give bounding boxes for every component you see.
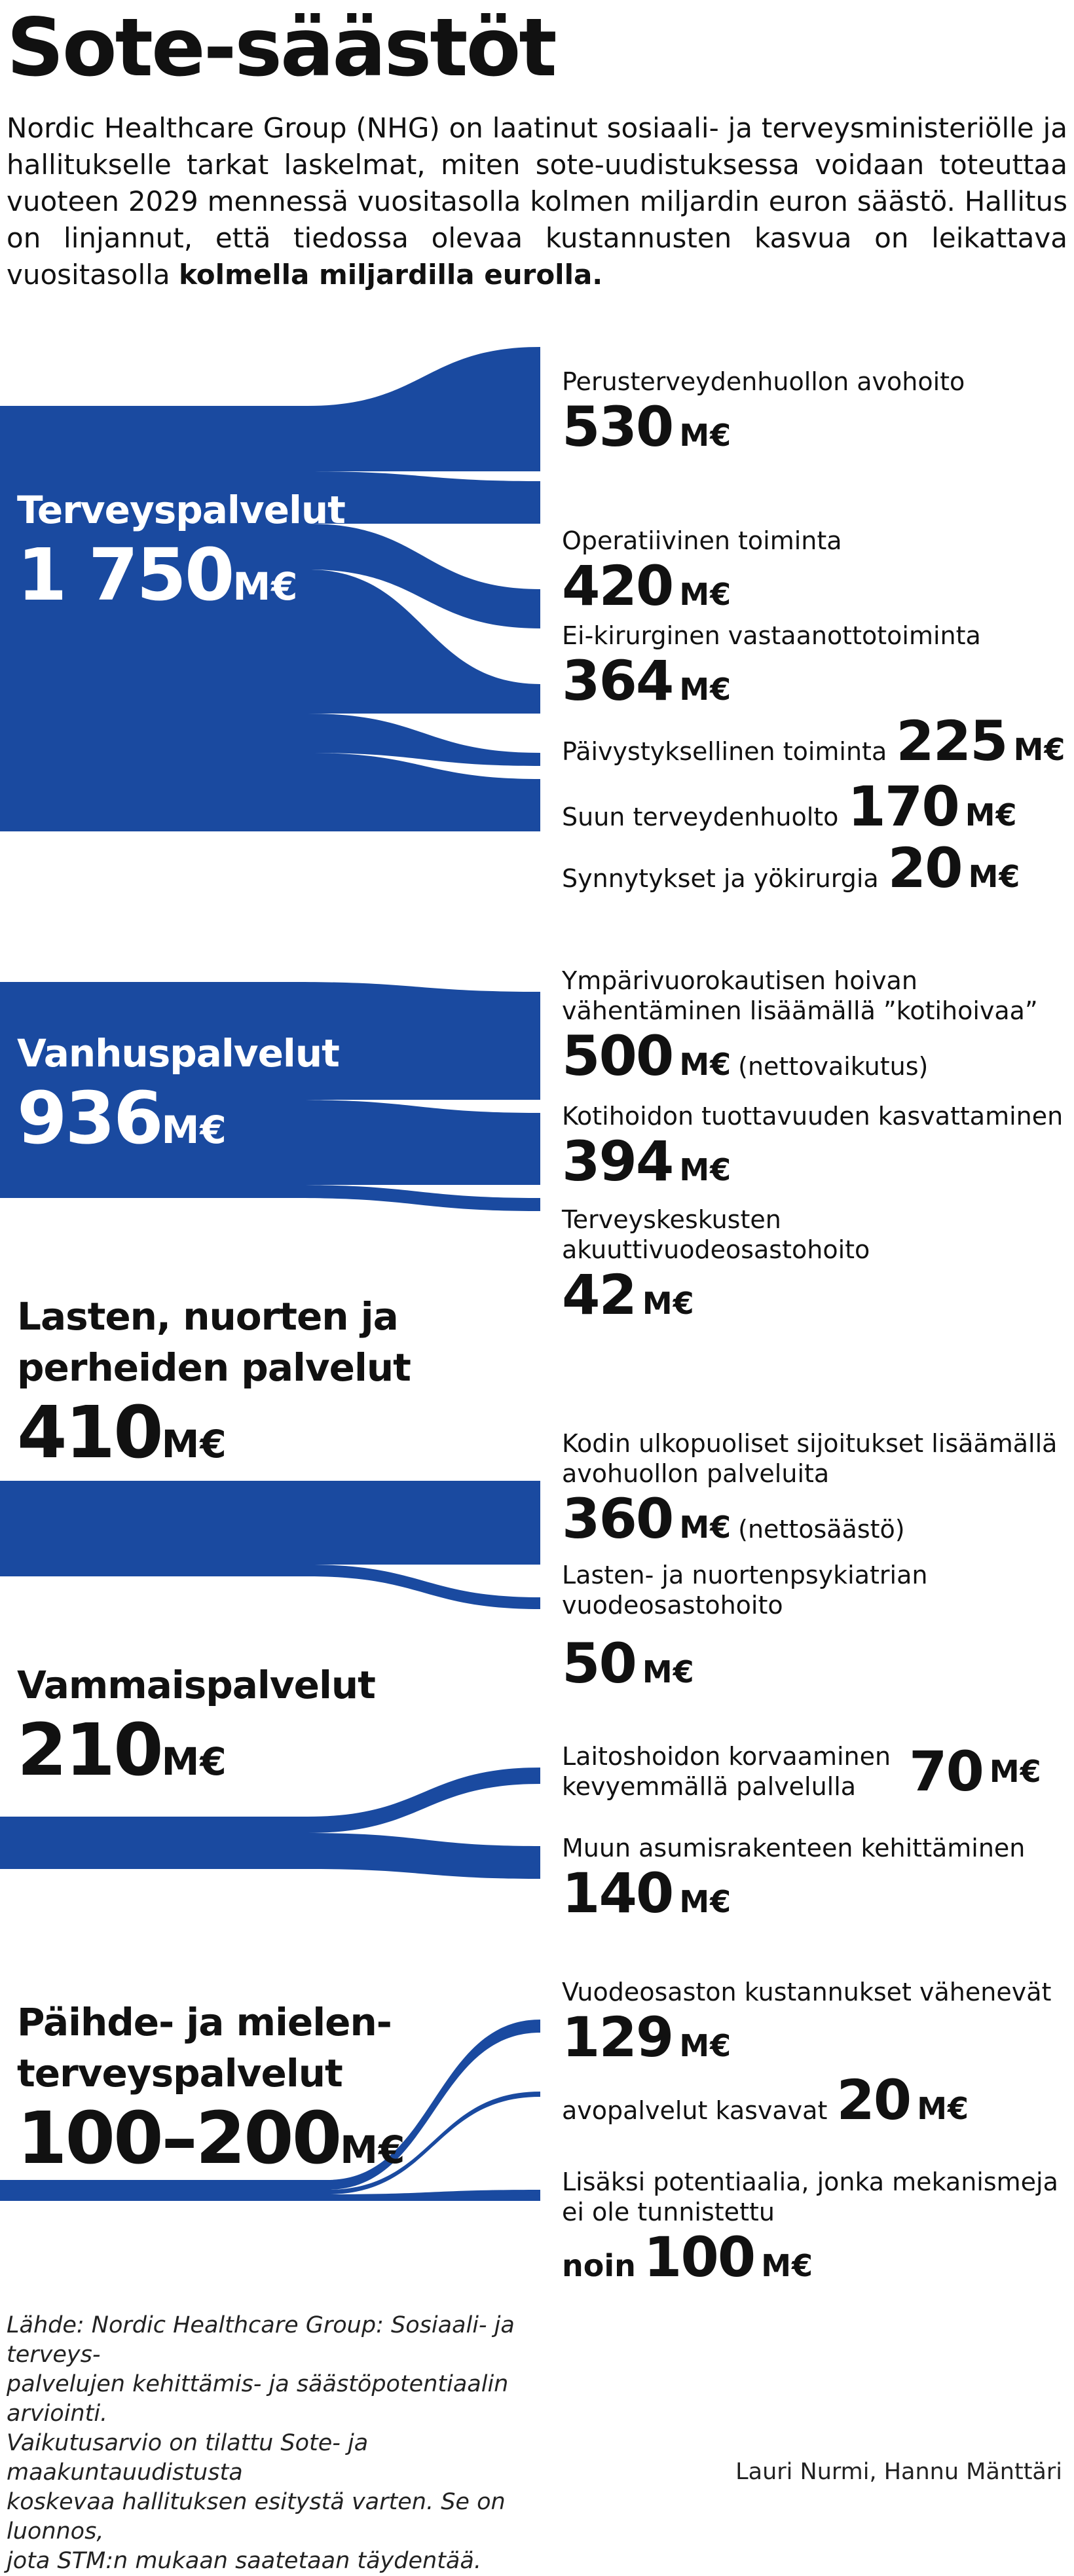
category-name: Vanhuspalvelut [17,1031,339,1076]
category-vammaispalvelut [17,1660,375,1801]
category-value: 410 [17,1390,162,1474]
item-perusterveydenhuolto [562,367,1073,457]
intro-bold: kolmella miljardilla eurolla. [178,259,603,291]
item-unit: M€ [965,797,1018,833]
item-label-line1: Lasten- ja nuortenpsykiatrian [562,1561,928,1589]
item-value: 20 [887,836,962,900]
item-value: 225 [896,709,1007,773]
category-vanhuspalvelut [17,1028,339,1169]
category-terveyspalvelut [17,484,345,626]
item-unit: M€ [679,577,732,612]
item-label: avopalvelut kasvavat [562,2096,828,2125]
category-name-line2: perheiden palvelut [17,1345,411,1390]
item-sijoitukset [562,1428,1073,1549]
item-label: Päivystyksellinen toiminta [562,737,887,766]
source-line: koskevaa hallituksen esitystä varten. Se on luonnos, [7,2489,506,2545]
flow-ribbon-paihde-2 [327,2190,540,2201]
item-label: Kotihoidon tuottavuuden kasvattaminen [562,1102,1064,1131]
flow-block-lasten [0,1481,308,1576]
intro-body: Nordic Healthcare Group (NHG) on laatinut sosiaali- ja terveysministeriölle ja hallitukselle tarkat laskelmat, miten sote-uudistuksessa voidaan toteuttaa vuoteen 2029 mennessä vuositasolla kolmen miljardin euron säästö. Hallitus on linjannut, että tiedossa olevaa kustannusten kasvua on leikattava vuositasolla [7,112,1067,291]
flow-block-vamma [0,1817,308,1869]
item-label: Suun terveydenhuolto [562,803,839,831]
item-label: Synnytykset ja yökirurgia [562,864,879,893]
item-synnytykset [562,838,1073,898]
item-laitoshoito [562,1741,1073,1802]
source-note [7,2311,596,2576]
item-value: 364 [562,649,673,713]
category-name: Terveyspalvelut [17,488,345,532]
item-unit: M€ [679,1152,732,1188]
flow-ribbon-terveys-0 [308,347,540,471]
item-paivystys [562,711,1073,771]
category-lasten-palvelut [17,1291,411,1483]
item-lisapotentiaali [562,2167,1073,2287]
item-value: 530 [562,395,673,459]
item-label-line1: Ympärivuorokautisen hoivan [562,966,917,995]
item-value: 42 [562,1263,636,1327]
item-label: Muun asumisrakenteen kehittäminen [562,1834,1026,1862]
item-value: 20 [836,2068,911,2132]
category-name-line1: Päihde- ja mielen- [17,2000,392,2044]
item-avopalvelut [562,2070,1073,2130]
category-value: 1 750 [17,533,233,617]
category-paihde-palvelut [17,1997,405,2189]
item-prefix: noin [562,2248,636,2283]
item-label-line2: akuuttivuodeosastohoito [562,1235,870,1264]
item-value: 500 [562,1024,673,1088]
item-unit: M€ [989,1754,1042,1789]
item-label-line1: Terveyskeskusten [562,1205,781,1234]
flow-ribbon-vanhus-2 [295,1185,540,1211]
category-value: 210 [17,1708,162,1792]
category-name: Vammaispalvelut [17,1663,375,1707]
flow-ribbon-lasten-0 [308,1481,540,1565]
item-unit: M€ [1013,732,1066,767]
item-value: 360 [562,1487,673,1551]
category-value: 100–200 [17,2096,341,2180]
item-value: 129 [562,2005,673,2069]
item-note: (nettovaikutus) [738,1052,929,1081]
item-label-line2: vuodeosastohoito [562,1591,783,1620]
item-value: 420 [562,554,673,618]
credit: Lauri Nurmi, Hannu Mänttäri [735,2459,1062,2485]
item-unit: M€ [761,2248,814,2283]
item-unit: M€ [679,1510,732,1545]
item-suun-terveydenhuolto [562,776,1073,837]
item-label: Ei-kirurginen vastaanottotoiminta [562,621,981,650]
item-unit: M€ [679,1884,732,1919]
item-unit: M€ [917,2091,970,2126]
item-akuuttivuodeosasto [562,1205,1073,1325]
item-label-line1: Lisäksi potentiaalia, jonka mekanismeja [562,2168,1058,2196]
item-label-line1: Laitoshoidon korvaaminen [562,1742,891,1771]
item-value: 170 [847,774,959,839]
item-unit: M€ [679,672,732,707]
item-kotihoito [562,1101,1073,1191]
category-value: 936 [17,1076,162,1160]
item-label: Vuodeosaston kustannukset vähenevät [562,1978,1052,2006]
category-unit: M€ [161,1108,227,1152]
item-label-line2: kevyemmällä palvelulla [562,1772,857,1801]
item-value: 100 [643,2225,755,2289]
category-name-line2: terveyspalvelut [17,2051,343,2095]
item-unit: M€ [642,1654,695,1690]
category-unit: M€ [161,1422,227,1466]
source-line: Vaikutusarvio on tilattu Sote- ja maakuntauudistusta [7,2430,369,2486]
item-value: 50 [562,1631,636,1696]
item-value: 140 [562,1861,673,1925]
item-ei-kirurginen [562,621,1073,711]
item-unit: M€ [679,1047,732,1082]
category-name-line1: Lasten, nuorten ja [17,1294,398,1339]
item-label-line1: Kodin ulkopuoliset sijoitukset lisäämällä [562,1429,1058,1458]
item-label: Perusterveydenhuollon avohoito [562,367,965,396]
source-line: Lähde: Nordic Healthcare Group: Sosiaali- ja terveys- [7,2312,515,2368]
item-value: 394 [562,1129,673,1193]
item-asumisrakenne [562,1833,1073,1923]
item-nuortenpsykiatria [562,1560,1073,1694]
source-line: jota STM:n mukaan saatetaan täydentää. [7,2548,481,2574]
category-unit: M€ [232,564,299,609]
item-unit: M€ [679,418,732,453]
item-label-line2: vähentäminen lisäämällä ”kotihoivaa” [562,996,1038,1025]
item-note: (nettosäästö) [738,1515,905,1544]
item-label-line2: ei ole tunnistettu [562,2198,775,2226]
item-unit: M€ [968,859,1021,894]
flow-ribbon-vamma-1 [308,1833,540,1879]
flow-ribbon-lasten-1 [308,1565,540,1609]
item-vuodeosasto [562,1977,1073,2067]
item-operatiivinen [562,526,1073,616]
item-label: Operatiivinen toiminta [562,526,842,555]
page-title: Sote-säästöt [7,1,555,94]
item-ymparivuorokautinen [562,966,1073,1086]
item-unit: M€ [642,1286,695,1321]
source-line: palvelujen kehittämis- ja säästöpotentiaalin arviointi. [7,2371,509,2427]
item-value: 70 [909,1739,983,1804]
item-unit: M€ [679,2028,732,2063]
category-unit: M€ [161,1739,227,1784]
category-unit: M€ [340,2128,406,2172]
item-label-line2: avohuollon palveluita [562,1459,830,1488]
